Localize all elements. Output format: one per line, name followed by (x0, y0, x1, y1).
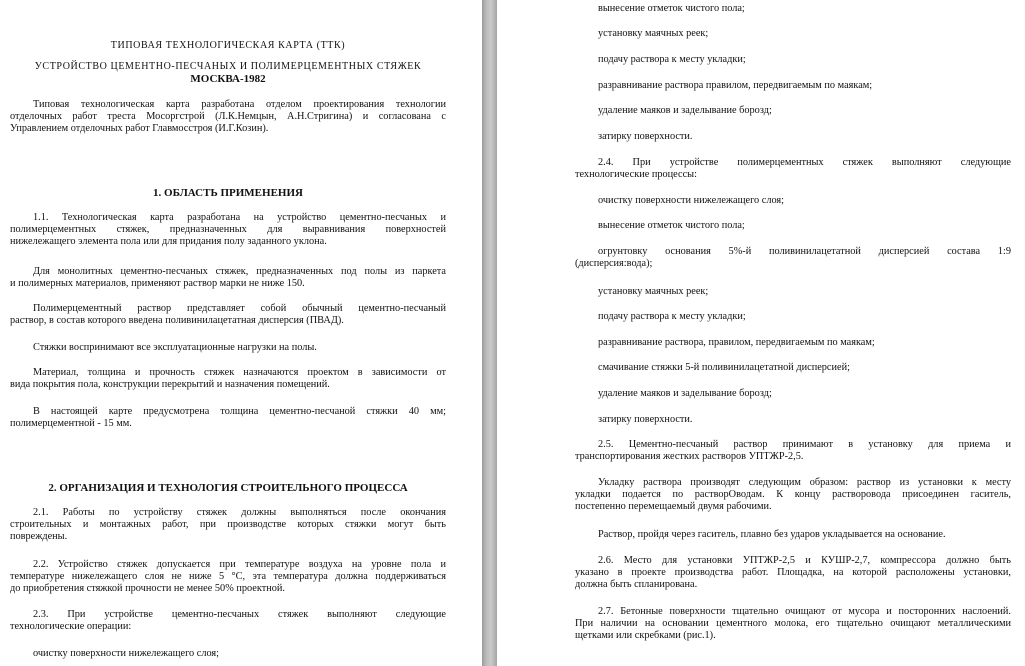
text-line: 1.1. Технологическая карта разработана на устройство цементно-песчаных и (33, 212, 446, 223)
text-line: технологические операции: (10, 621, 132, 632)
text-line: 2.5. Цементно-песчаный раствор принимают в установку для приема и (598, 439, 1011, 450)
text-line: огрунтовку основания 5%-й поливинилацетатной дисперсией состава 1:9 (598, 246, 1011, 257)
text-line: Укладку раствора производят следующим образом: раствор из установки к месту (598, 477, 1011, 488)
text-line: удаление маяков и заделывание борозд; (598, 388, 772, 399)
text-line: вынесение отметок чистого пола; (598, 3, 745, 14)
text-line: УСТРОЙСТВО ЦЕМЕНТНО-ПЕСЧАНЫХ И ПОЛИМЕРЦЕМЕНТНЫХ СТЯЖЕК (34, 61, 422, 72)
text-line: подачу раствора к месту укладки; (598, 311, 746, 322)
text-line: и полимерных материалов, применяют раствор марки не ниже 150. (10, 278, 305, 289)
right-page (497, 0, 1025, 666)
text-line: Типовая технологическая карта разработана отделом проектирования технологии (33, 99, 446, 110)
text-line: разравнивание раствора правилом, передвигаемым по маякам; (598, 80, 873, 91)
text-line: отделочных работ треста Мосоргстрой (Л.К.Немцын, А.Н.Стригина) и согласована с (10, 111, 446, 122)
text-line: укладки подается по растворОводам. К концу растворовода присоединен гаситель, (575, 489, 1011, 500)
text-line: полимерцементной - 15 мм. (10, 418, 132, 429)
left-page (0, 0, 482, 666)
text-line: до приобретения стяжкой прочности не менее 50% проектной. (10, 583, 285, 594)
text-line: очистку поверхности нижележащего слоя; (33, 648, 220, 659)
text-line: установку маячных реек; (598, 286, 709, 297)
text-line: Полимерцементный раствор представляет собой обычный цементно-песчаный (33, 303, 446, 314)
text-line: удаление маяков и заделывание борозд; (598, 105, 772, 116)
text-line: 2.3. При устройстве цементно-песчаных стяжек выполняют следующие (33, 609, 446, 620)
text-line: смачивание стяжки 5-й поливинилацетатной дисперсией; (598, 362, 850, 373)
text-line: подачу раствора к месту укладки; (598, 54, 746, 65)
text-line: МОСКВА-1982 (190, 73, 266, 85)
text-line: вынесение отметок чистого пола; (598, 220, 745, 231)
page-gutter (482, 0, 497, 666)
text-line: указано в проекте производства работ. Площадка, на которой расположены установки, (575, 567, 1011, 578)
text-line: температуре нижележащего слоя не ниже 5 °С, эта температура должна поддерживаться (10, 571, 446, 582)
text-line: затирку поверхности. (598, 131, 693, 142)
text-line: постепенно перемещаемый двумя рабочими. (575, 501, 772, 512)
text-line: нижележащего элемента пола или для придания полу заданного уклона. (10, 236, 327, 247)
text-line: 1. ОБЛАСТЬ ПРИМЕНЕНИЯ (153, 187, 303, 199)
text-line: В настоящей карте предусмотрена толщина цементно-песчаной стяжки 40 мм; (33, 406, 446, 417)
text-line: повреждены. (10, 531, 68, 542)
text-line: щетками или скребками (рис.1). (575, 630, 716, 641)
text-line: разравнивание раствора, правилом, передвигаемым по маякам; (598, 337, 875, 348)
text-line: 2.6. Место для установки УПТЖР-2,5 и КУШР-2,7, компрессора должно быть (598, 555, 1011, 566)
text-line: ТИПОВАЯ ТЕХНОЛОГИЧЕСКАЯ КАРТА (ТТК) (110, 40, 346, 51)
text-line: очистку поверхности нижележащего слоя; (598, 195, 785, 206)
text-line: Управлением отделочных работ Главмосстроя (И.Г.Козин). (10, 123, 269, 134)
text-line: (дисперсия:вода); (575, 258, 653, 269)
text-line: вида покрытия пола, конструкции перекрытий и назначения помещений. (10, 379, 330, 390)
text-line: При наличии на основании цементного молока, его тщательно очищают металлическими (575, 618, 1011, 629)
text-line: установку маячных реек; (598, 28, 709, 39)
text-line: транспортирования жестких растворов УПТЖР-2,5. (575, 451, 804, 462)
text-line: затирку поверхности. (598, 414, 693, 425)
text-line: Для монолитных цементно-песчаных стяжек, предназначенных под полы из паркета (33, 266, 446, 277)
text-line: Раствор, пройдя через гаситель, плавно без ударов укладывается на основание. (598, 529, 946, 540)
text-line: технологические процессы: (575, 169, 697, 180)
text-line: 2.7. Бетонные поверхности тщательно очищают от мусора и посторонних наслоений. (598, 606, 1011, 617)
text-line: Материал, толщина и прочность стяжек назначаются проектом в зависимости от (33, 367, 446, 378)
text-line: 2.4. При устройстве полимерцементных стяжек выполняют следующие (598, 157, 1011, 168)
text-line: 2.2. Устройство стяжек допускается при температуре воздуха на уровне пола и (33, 559, 446, 570)
text-line: полимерцементных стяжек, предназначенных для выравнивания поверхностей (10, 224, 446, 235)
text-line: 2. ОРГАНИЗАЦИЯ И ТЕХНОЛОГИЯ СТРОИТЕЛЬНОГО ПРОЦЕССА (48, 482, 408, 494)
text-line: 2.1. Работы по устройству стяжек должны выполняться после окончания (33, 507, 446, 518)
text-line: должна быть спланирована. (575, 579, 698, 590)
text-line: Стяжки воспринимают все эксплуатационные нагрузки на полы. (33, 342, 317, 353)
text-line: раствор, в состав которого введена поливинилацетатная дисперсия (ПВАД). (10, 315, 344, 326)
text-line: строительных и монтажных работ, при производстве которых стяжки могут быть (10, 519, 446, 530)
